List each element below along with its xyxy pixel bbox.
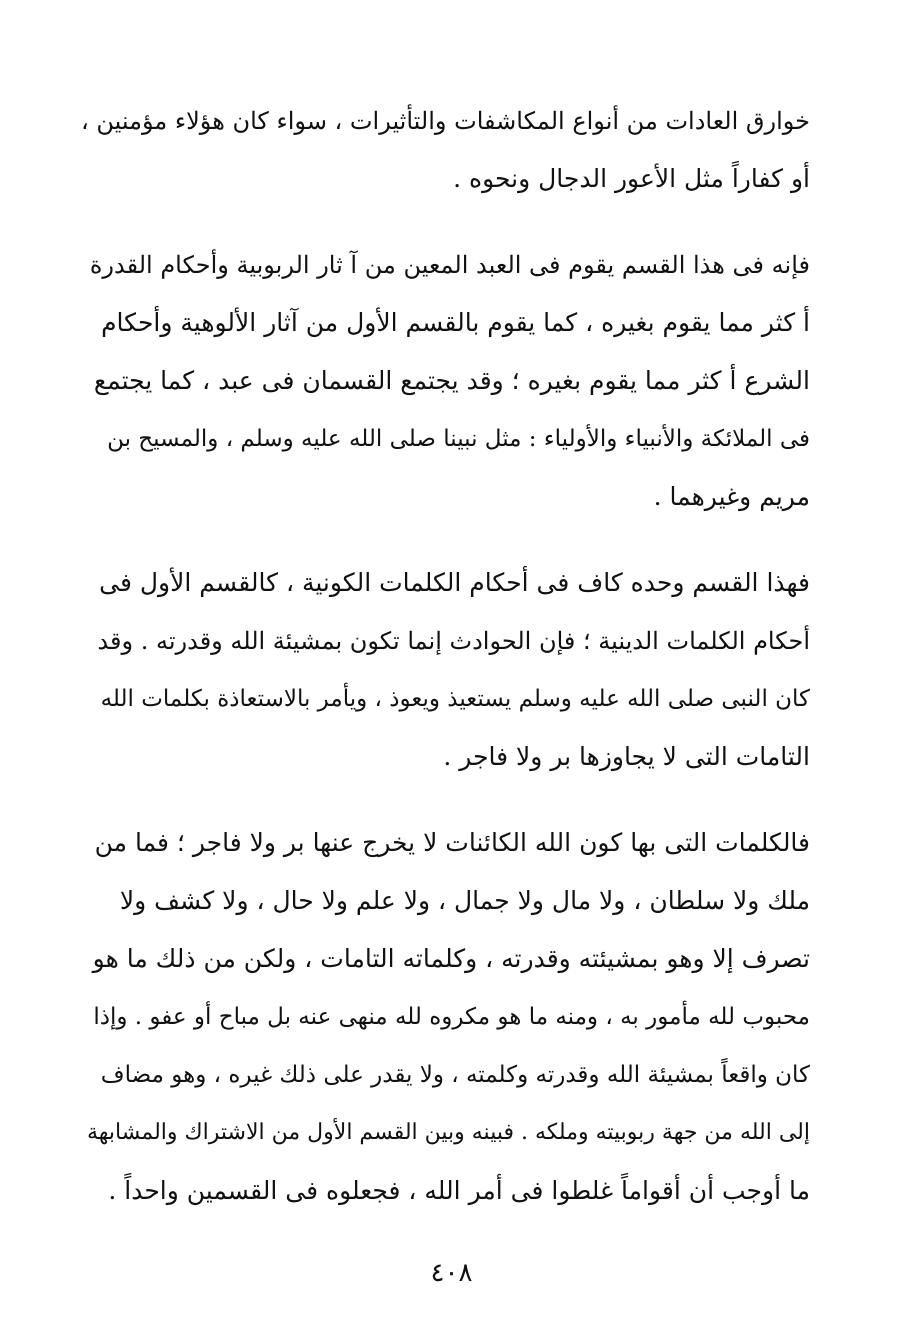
text-line: أحكام الكلمات الدينية ؛ فإن الحوادث إنما تكون بمشيئة الله وقدرته . وقد bbox=[97, 627, 810, 655]
text-line: فى الملائكة والأنبياء والأولياء : مثل نبينا صلى الله عليه وسلم ، والمسيح بن bbox=[107, 426, 810, 452]
text-line: خوارق العادات من أنواع المكاشفات والتأثيرات ، سواء كان هؤلاء مؤمنين ، bbox=[80, 107, 810, 135]
text-line: إلى الله من جهة ربوبيته وملكه . فبينه وبين القسم الأول من الاشتراك والمشابهة bbox=[87, 1120, 810, 1145]
text-line: أو كفاراً مثل الأعور الدجال ونحوه . bbox=[453, 164, 810, 193]
text-line: فإنه فى هذا القسم يقوم فى العبد المعين من آ ثار الربوبية وأحكام القدرة bbox=[89, 251, 810, 279]
paragraph-2 bbox=[78, 236, 810, 526]
paragraph-3 bbox=[78, 554, 810, 786]
page-number: ٤٠٨ bbox=[430, 1258, 473, 1288]
text-line: تصرف إلا وهو بمشيئته وقدرته ، وكلماته التامات ، ولكن من ذلك ما هو bbox=[92, 944, 810, 973]
text-line: ما أوجب أن أقواماً غلطوا فى أمر الله ، فجعلوه فى القسمين واحداً . bbox=[108, 1176, 810, 1205]
text-line: محبوب لله مأمور به ، ومنه ما هو مكروه لله منهى عنه بل مباح أو عفو . وإذا bbox=[93, 1004, 810, 1030]
text-line: كان النبى صلى الله عليه وسلم يستعيذ ويعوذ ، ويأمر بالاستعاذة بكلمات الله bbox=[100, 686, 810, 712]
text-line: ملك ولا سلطان ، ولا مال ولا جمال ، ولا علم ولا حال ، ولا كشف ولا bbox=[119, 886, 810, 915]
text-line: كان واقعاً بمشيئة الله وقدرته وكلمته ، ولا يقدر على ذلك غيره ، وهو مضاف bbox=[100, 1062, 810, 1088]
text-line: أ كثر مما يقوم بغيره ، كما يقوم بالقسم الأول من آثار الألوهية وأحكام bbox=[101, 308, 810, 337]
text-line: الشرع أ كثر مما يقوم بغيره ؛ وقد يجتمع القسمان فى عبد ، كما يجتمع bbox=[93, 366, 810, 395]
page-body bbox=[78, 92, 810, 1248]
text-line: فالكلمات التى بها كون الله الكائنات لا يخرج عنها بر ولا فاجر ؛ فما من bbox=[94, 828, 810, 857]
paragraph-1 bbox=[78, 92, 810, 208]
text-line: مريم وغيرهما . bbox=[653, 482, 810, 511]
paragraph-4 bbox=[78, 814, 810, 1220]
text-line: فهذا القسم وحده كاف فى أحكام الكلمات الكونية ، كالقسم الأول فى bbox=[99, 568, 810, 597]
text-line: التامات التى لا يجاوزها بر ولا فاجر . bbox=[443, 742, 810, 771]
